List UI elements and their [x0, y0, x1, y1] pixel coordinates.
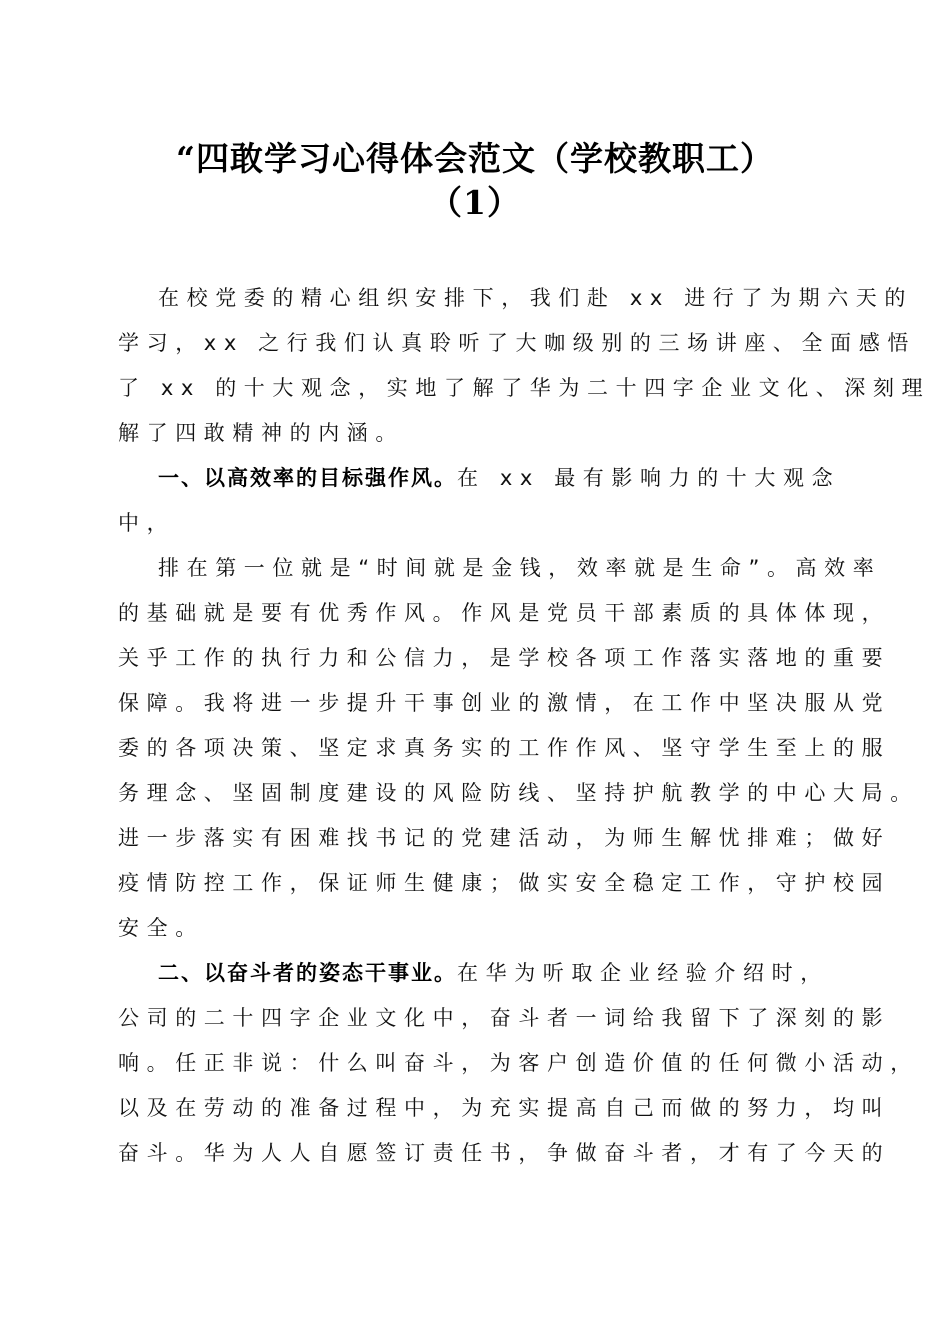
text-line: 奋斗。华为人人自愿签订责任书，争做奋斗者，才有了今天的 — [118, 1141, 891, 1165]
text-line: 进一步落实有困难找书记的党建活动，为师生解忧排难；做好 — [118, 826, 891, 850]
text-line: 疫情防控工作，保证师生健康；做实安全稳定工作，守护校园 — [118, 871, 891, 895]
text-line: 安全。 — [118, 916, 204, 940]
text-line: 排在第一位就是“时间就是金钱，效率就是生命”。高效率 — [158, 556, 882, 580]
text-line: 保障。我将进一步提升干事创业的激情，在工作中坚决服从党 — [118, 691, 891, 715]
document-title-number: （1） — [429, 183, 521, 222]
text-line — [118, 456, 841, 501]
text-line: 在校党委的精心组织安排下，我们赴 xx 进行了为期六天的 — [158, 286, 914, 310]
section-heading-two: 二、以奋斗者的姿态干事业。 — [158, 961, 457, 985]
text-line: 响。任正非说：什么叫奋斗，为客户创造价值的任何微小活动， — [118, 1051, 919, 1075]
text-line: 公司的二十四字企业文化中，奋斗者一词给我留下了深刻的影 — [118, 1006, 891, 1030]
text-line: 解了四敢精神的内涵。 — [118, 421, 404, 445]
text-line: 学习，xx 之行我们认真聆听了大咖级别的三场讲座、全面感悟 — [118, 331, 916, 355]
text-line: 的基础就是要有优秀作风。作风是党员干部素质的具体体现， — [118, 601, 891, 625]
text-line: 了 xx 的十大观念，实地了解了华为二十四字企业文化、深刻理 — [118, 376, 931, 400]
paragraph-intro — [118, 276, 931, 456]
section-one-lead-text: 在 xx 最有影响力的十大观念 — [457, 466, 841, 490]
document-body — [118, 276, 931, 1176]
text-line: 务理念、坚固制度建设的风险防线、坚持护航教学的中心大局。 — [118, 781, 919, 805]
section-heading-one: 一、以高效率的目标强作风。 — [158, 466, 457, 490]
text-line: 中， — [118, 511, 176, 535]
document-title: “四敢学习心得体会范文（学校教职工） — [176, 139, 774, 178]
paragraph-efficiency — [118, 546, 919, 951]
text-line: 以及在劳动的准备过程中，为充实提高自己而做的努力，均叫 — [118, 1096, 891, 1120]
paragraph-section-one — [118, 456, 841, 546]
text-line: 关乎工作的执行力和公信力，是学校各项工作落实落地的重要 — [118, 646, 891, 670]
paragraph-section-two — [118, 951, 919, 1176]
text-line: 委的各项决策、坚定求真务实的工作作风、坚守学生至上的服 — [118, 736, 891, 760]
section-two-lead-text: 在华为听取企业经验介绍时， — [457, 961, 829, 985]
text-line — [118, 951, 830, 996]
